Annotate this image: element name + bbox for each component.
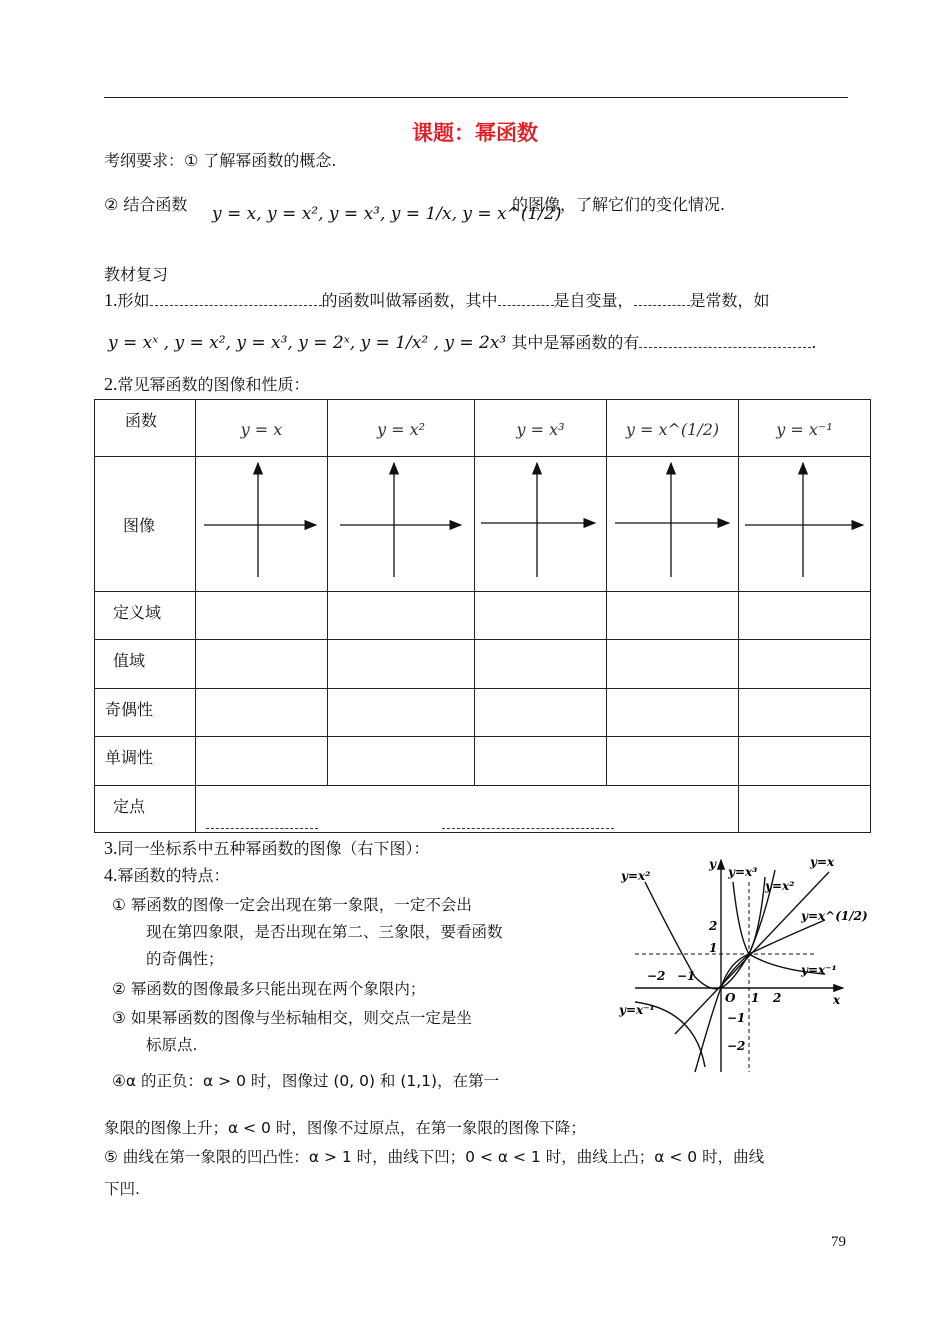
fig-axis-y: y [709, 857, 716, 871]
table-cell[interactable] [475, 592, 607, 640]
function-header: y = x^(1/2) [607, 400, 739, 457]
axes-icon [739, 457, 870, 591]
fig-label: y=x^(1/2) [801, 909, 868, 923]
graph-cell[interactable] [328, 457, 475, 592]
item-1-text-b: 的函数叫做幂函数，其中 [321, 291, 498, 310]
feature-1a: ① 幂函数的图像一定会出现在第一象限，一定不会出 [112, 896, 472, 914]
function-header: y = x⁻¹ [739, 400, 871, 457]
feature-4a: ④α 的正负：α > 0 时，图像过 (0, 0) 和 (1,1)，在第一 [112, 1072, 500, 1090]
row-label-graph: 图像 [95, 457, 196, 592]
feature-4b: 象限的图像上升；α < 0 时，图像不过原点，在第一象限的图像下降； [104, 1119, 586, 1137]
fig-label: y=x⁻¹ [801, 963, 837, 977]
item-4: 4.幂函数的特点： [104, 865, 230, 885]
fixed-point-cell[interactable] [196, 786, 739, 833]
table-cell[interactable] [328, 737, 475, 786]
fig-label: y=x² [765, 879, 795, 893]
power-functions-figure [615, 852, 868, 1077]
axes-icon [607, 457, 738, 591]
item-1-examples: y = xˣ , y = x², y = x³, y = 2ˣ, y = 1/x² , y = 2x³ [108, 333, 507, 353]
table-cell[interactable] [475, 640, 607, 689]
blank-constant[interactable] [634, 291, 690, 306]
table-cell[interactable] [739, 592, 871, 640]
item-3: 3.同一坐标系中五种幂函数的图像（右下图）： [104, 838, 430, 858]
fig-label: y=x³ [728, 865, 758, 879]
fig-tick: −1 [727, 1011, 746, 1025]
feature-1c: 的奇偶性； [146, 950, 224, 968]
graph-cell[interactable] [739, 457, 871, 592]
syllabus-formulas: y = x, y = x², y = x³, y = 1/x, y = x^(1/2) [212, 204, 562, 224]
function-header: y = x [196, 400, 328, 457]
fig-tick: 1 [751, 991, 760, 1005]
item-2-number: 2. [104, 374, 118, 394]
fig-label: y=x² [621, 869, 651, 883]
blank-form[interactable] [150, 291, 322, 306]
blank-fixed-point-2[interactable] [442, 828, 614, 829]
table-cell[interactable] [475, 689, 607, 737]
review-heading: 教材复习 [104, 265, 169, 284]
item-2 [104, 372, 310, 395]
table-cell[interactable] [607, 737, 739, 786]
table-cell[interactable] [607, 592, 739, 640]
item-1-number: 1. [104, 290, 118, 310]
blank-fixed-point-1[interactable] [206, 828, 318, 829]
row-label-fixed-point: 定点 [95, 786, 196, 833]
table-cell[interactable] [328, 592, 475, 640]
axes-icon [328, 457, 474, 591]
table-cell[interactable] [196, 640, 328, 689]
axes-icon [196, 457, 327, 591]
table-cell[interactable] [196, 592, 328, 640]
curve-inverse [733, 882, 825, 974]
table-cell[interactable] [328, 689, 475, 737]
table-cell[interactable] [328, 640, 475, 689]
fig-tick: 2 [773, 991, 782, 1005]
table-cell[interactable] [475, 737, 607, 786]
properties-table [94, 399, 871, 833]
syllabus-line-2-prefix: ② 结合函数 [104, 195, 188, 214]
table-cell[interactable] [739, 640, 871, 689]
fig-origin: O [725, 991, 736, 1005]
item-1-text-e: 其中是幂函数的有 [511, 333, 640, 352]
fig-tick: 2 [709, 919, 718, 933]
row-label-range: 值域 [95, 640, 196, 689]
blank-variable[interactable] [498, 291, 554, 306]
feature-5b: 下凹. [104, 1180, 140, 1198]
graph-cell[interactable] [196, 457, 328, 592]
table-cell[interactable] [607, 689, 739, 737]
table-cell[interactable] [739, 786, 871, 833]
item-1-text-d: 是常数，如 [689, 291, 770, 310]
fig-tick: 1 [709, 941, 718, 955]
item-2-text: 常见幂函数的图像和性质： [117, 375, 310, 394]
table-cell[interactable] [607, 640, 739, 689]
axes-icon [475, 457, 606, 591]
row-label-parity: 奇偶性 [95, 689, 196, 737]
fig-axis-x: x [833, 993, 841, 1007]
table-cell[interactable] [739, 689, 871, 737]
table-cell[interactable] [196, 689, 328, 737]
header-rule [104, 97, 848, 98]
function-header: y = x² [328, 400, 475, 457]
item-1-text-a: 形如 [117, 291, 150, 310]
item-1-line-2 [108, 330, 816, 353]
feature-3b: 标原点. [146, 1036, 198, 1054]
fig-tick: −2 [727, 1039, 746, 1053]
feature-5a: ⑤ 曲线在第一象限的凹凸性：α > 1 时，曲线下凹；0 < α < 1 时，曲线上凸；α < 0 时，曲线 [104, 1148, 765, 1166]
fig-tick: −1 [677, 969, 696, 983]
table-cell[interactable] [196, 737, 328, 786]
feature-1b: 现在第四象限，是否出现在第二、三象限，要看函数 [146, 923, 503, 941]
item-1-line-1 [104, 288, 770, 311]
table-corner: 函数 [95, 400, 196, 457]
row-label-monotonicity: 单调性 [95, 737, 196, 786]
fig-tick: −2 [647, 969, 666, 983]
item-1-text-c: 是自变量， [553, 291, 634, 310]
graph-cell[interactable] [607, 457, 739, 592]
page-number: 79 [831, 1234, 846, 1250]
table-cell[interactable] [739, 737, 871, 786]
function-header: y = x³ [475, 400, 607, 457]
fig-label: y=x⁻¹ [619, 1003, 655, 1017]
syllabus-line-2-suffix: 的图像，了解它们的变化情况. [512, 195, 726, 214]
page-title: 课题：幂函数 [412, 121, 538, 145]
fig-label: y=x [810, 855, 835, 869]
item-1-text-f: . [811, 333, 817, 352]
syllabus-line-1: 考纲要求：① 了解幂函数的概念. [104, 151, 337, 170]
row-label-domain: 定义域 [95, 592, 196, 640]
feature-3a: ③ 如果幂函数的图像与坐标轴相交，则交点一定是坐 [112, 1009, 472, 1027]
graph-cell[interactable] [475, 457, 607, 592]
feature-2: ② 幂函数的图像最多只能出现在两个象限内； [112, 980, 426, 998]
blank-power-functions[interactable] [639, 333, 811, 348]
